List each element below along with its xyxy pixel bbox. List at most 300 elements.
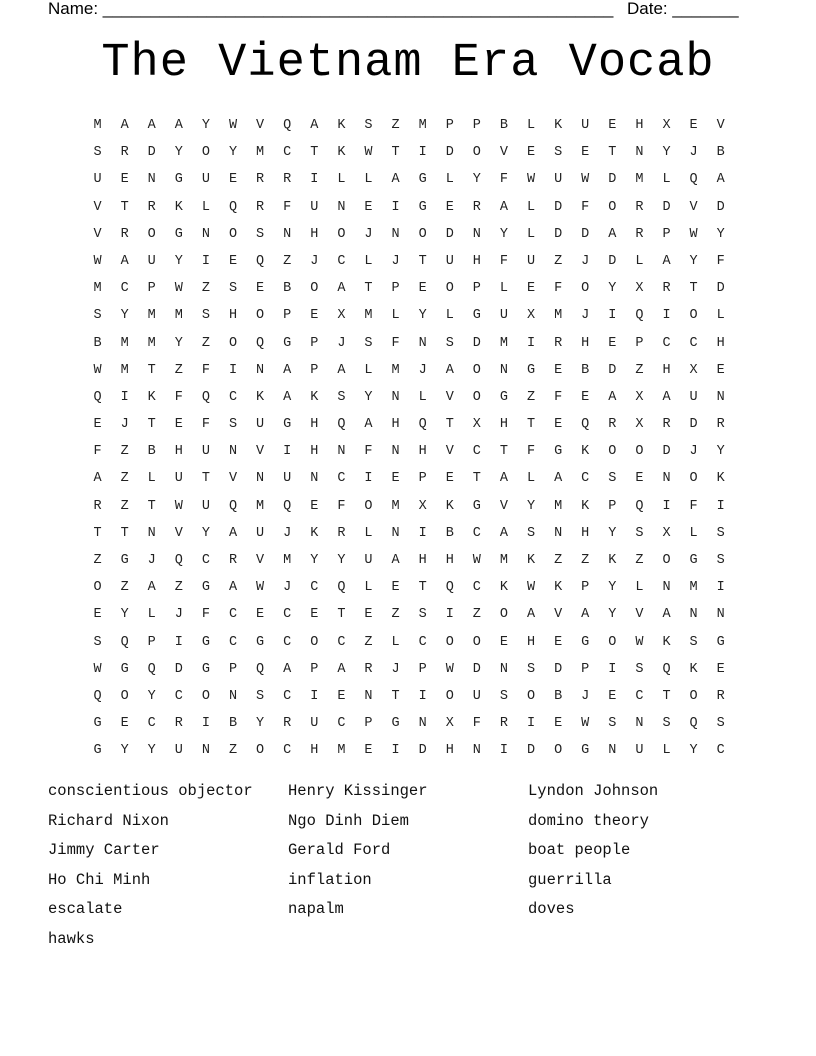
grid-letter: J [337, 335, 346, 351]
grid-letter: W [526, 580, 536, 596]
grid-letter: I [391, 743, 400, 759]
grid-letter: Z [526, 389, 536, 405]
grid-letter: I [418, 145, 427, 161]
grid-letter: K [608, 553, 617, 568]
grid-letter: A [499, 525, 508, 541]
grid-letter: Q [283, 498, 292, 514]
grid-letter: A [147, 580, 156, 596]
grid-letter: J [283, 580, 292, 596]
grid-letter: E [608, 335, 617, 351]
grid-letter: E [93, 607, 102, 623]
grid-letter: N [716, 607, 725, 623]
grid-letter: M [147, 335, 156, 351]
grid-letter: E [499, 634, 508, 650]
grid-letter: U [174, 743, 183, 759]
grid-letter: X [445, 716, 454, 732]
grid-letter: I [391, 199, 400, 215]
grid-letter: J [283, 525, 292, 541]
grid-letter: T [689, 281, 698, 297]
grid-letter: C [283, 634, 292, 650]
grid-letter: Y [662, 145, 671, 161]
grid-letter: E [554, 362, 563, 378]
grid-letter: L [418, 389, 427, 405]
grid-letter: M [499, 553, 508, 568]
grid-letter: C [283, 688, 292, 704]
grid-letter: C [147, 716, 156, 732]
grid-letter: P [635, 335, 644, 351]
grid-letter: Q [93, 688, 102, 704]
grid-letter: D [526, 743, 536, 759]
grid-letter: O [472, 362, 481, 378]
grid-letter: E [310, 607, 319, 623]
grid-letter: L [391, 308, 400, 324]
grid-letter: F [391, 335, 400, 351]
grid-letter: A [554, 471, 563, 487]
grid-letter: A [391, 553, 400, 568]
grid-letter: Y [201, 118, 210, 133]
grid-letter: H [716, 335, 725, 351]
grid-letter: I [526, 716, 536, 732]
grid-letter: T [662, 688, 671, 704]
grid-letter: L [445, 172, 454, 188]
grid-letter: E [554, 716, 563, 732]
grid-letter: Z [201, 281, 210, 297]
grid-letter: R [635, 199, 644, 215]
word-list-item: napalm [288, 900, 344, 919]
grid-letter: N [147, 525, 156, 541]
grid-letter: Z [174, 362, 183, 378]
grid-letter: Y [716, 226, 725, 242]
grid-letter: Q [337, 580, 346, 596]
grid-letter: G [283, 417, 292, 433]
grid-letter: S [716, 716, 725, 732]
grid-letter: K [689, 661, 698, 677]
grid-letter: G [93, 716, 102, 732]
grid-letter: F [554, 389, 563, 405]
grid-letter: K [310, 525, 319, 541]
grid-letter: X [635, 417, 644, 433]
grid-letter: I [228, 362, 238, 378]
grid-letter: N [391, 226, 400, 242]
grid-letter: K [147, 389, 156, 405]
grid-letter: B [499, 118, 508, 133]
grid-letter: W [93, 253, 102, 269]
grid-letter: W [635, 634, 644, 650]
grid-letter: X [337, 308, 346, 324]
grid-letter: Y [174, 335, 183, 351]
grid-letter: N [337, 199, 346, 215]
grid-letter: I [310, 172, 319, 188]
grid-letter: I [526, 335, 536, 351]
grid-letter: Y [608, 281, 617, 297]
grid-letter: X [635, 389, 644, 405]
grid-letter: H [310, 417, 319, 433]
grid-letter: D [445, 226, 454, 242]
grid-letter: T [147, 498, 156, 514]
grid-letter: B [228, 716, 238, 732]
grid-letter: S [93, 634, 102, 650]
grid-letter: M [689, 580, 698, 596]
grid-letter: U [581, 118, 590, 133]
grid-letter: O [689, 688, 698, 704]
grid-letter: Z [364, 634, 373, 650]
grid-letter: T [201, 471, 210, 487]
grid-letter: X [662, 118, 671, 133]
grid-letter: P [364, 716, 373, 732]
word-list-item: escalate [48, 900, 123, 919]
grid-letter: A [662, 253, 671, 269]
grid-letter: K [662, 634, 671, 650]
grid-letter: H [418, 553, 427, 568]
grid-letter: R [256, 172, 265, 188]
grid-letter: A [337, 281, 346, 297]
grid-letter: R [608, 417, 617, 433]
grid-letter: K [499, 580, 508, 596]
grid-letter: Y [120, 607, 129, 623]
grid-letter: E [228, 253, 238, 269]
grid-letter: Q [228, 199, 238, 215]
grid-letter: S [716, 553, 725, 568]
grid-letter: R [174, 716, 183, 732]
grid-letter: O [364, 498, 373, 514]
grid-letter: V [256, 118, 265, 133]
grid-letter: F [472, 716, 481, 732]
grid-letter: E [391, 471, 400, 487]
grid-letter: O [472, 389, 481, 405]
grid-letter: V [499, 145, 508, 161]
grid-letter: L [662, 172, 671, 188]
grid-letter: A [174, 118, 183, 133]
grid-letter: A [364, 417, 373, 433]
grid-letter: O [472, 145, 481, 161]
grid-letter: R [283, 716, 292, 732]
grid-letter: C [716, 743, 725, 759]
grid-letter: P [391, 281, 400, 297]
word-list-item: guerrilla [528, 870, 612, 889]
grid-letter: S [689, 634, 698, 650]
grid-letter: K [174, 199, 183, 215]
grid-letter: S [554, 145, 563, 161]
grid-letter: Q [635, 498, 644, 514]
grid-letter: M [93, 118, 102, 133]
grid-letter: S [635, 661, 644, 677]
grid-letter: P [310, 335, 319, 351]
grid-letter: R [256, 199, 265, 215]
word-list-item: domino theory [528, 811, 649, 830]
grid-letter: B [283, 281, 292, 297]
grid-letter: L [445, 308, 454, 324]
grid-letter: J [310, 253, 319, 269]
grid-letter: C [472, 580, 481, 596]
grid-letter: M [120, 362, 129, 378]
grid-letter: O [499, 607, 508, 623]
grid-letter: V [256, 553, 265, 568]
grid-letter: T [93, 525, 102, 541]
grid-letter: C [283, 145, 292, 161]
grid-letter: N [256, 471, 265, 487]
grid-letter: O [120, 688, 129, 704]
grid-letter: G [201, 580, 210, 596]
grid-letter: L [635, 580, 644, 596]
grid-letter: Y [689, 253, 698, 269]
grid-letter: H [310, 226, 319, 242]
grid-letter: V [445, 444, 454, 460]
grid-letter: O [689, 471, 698, 487]
grid-letter: O [201, 145, 210, 161]
grid-letter: F [201, 362, 210, 378]
grid-letter: Y [608, 525, 617, 541]
grid-letter: O [93, 580, 102, 596]
grid-letter: C [337, 634, 346, 650]
grid-letter: R [716, 417, 725, 433]
grid-letter: Q [256, 661, 265, 677]
grid-letter: I [716, 498, 725, 514]
grid-letter: J [689, 145, 698, 161]
grid-letter: X [635, 281, 644, 297]
grid-letter: W [93, 661, 102, 677]
grid-letter: O [418, 226, 427, 242]
grid-letter: O [337, 226, 346, 242]
grid-letter: V [445, 389, 454, 405]
grid-letter: U [174, 471, 183, 487]
grid-letter: N [256, 362, 265, 378]
grid-letter: S [499, 688, 508, 704]
grid-letter: H [445, 743, 454, 759]
grid-letter: T [526, 417, 536, 433]
grid-letter: G [391, 716, 400, 732]
grid-letter: E [120, 716, 129, 732]
grid-letter: C [201, 553, 210, 568]
grid-letter: I [310, 688, 319, 704]
grid-letter: I [120, 389, 129, 405]
grid-letter: N [147, 172, 156, 188]
grid-letter: L [689, 525, 698, 541]
grid-letter: M [418, 118, 427, 133]
grid-letter: D [716, 281, 725, 297]
grid-letter: U [526, 253, 536, 269]
grid-letter: S [526, 661, 536, 677]
grid-letter: C [689, 335, 698, 351]
grid-letter: U [472, 688, 481, 704]
grid-letter: O [608, 634, 617, 650]
grid-letter: E [364, 607, 373, 623]
grid-letter: Y [716, 444, 725, 460]
grid-letter: F [581, 199, 590, 215]
grid-letter: E [310, 498, 319, 514]
grid-letter: B [445, 525, 454, 541]
grid-letter: F [716, 253, 725, 269]
grid-letter: M [174, 308, 183, 324]
grid-letter: S [228, 281, 238, 297]
grid-letter: S [716, 525, 725, 541]
grid-letter: F [283, 199, 292, 215]
grid-letter: L [337, 172, 346, 188]
grid-letter: R [120, 226, 129, 242]
grid-letter: B [554, 688, 563, 704]
grid-letter: U [364, 553, 373, 568]
grid-letter: Z [472, 607, 481, 623]
grid-letter: E [554, 634, 563, 650]
word-list-item: Gerald Ford [288, 841, 391, 860]
grid-letter: E [526, 145, 536, 161]
grid-letter: Y [120, 308, 129, 324]
grid-letter: U [283, 471, 292, 487]
grid-letter: N [472, 226, 481, 242]
grid-letter: G [256, 634, 265, 650]
grid-letter: L [499, 281, 508, 297]
grid-letter: O [689, 308, 698, 324]
grid-letter: O [256, 308, 265, 324]
grid-letter: G [581, 634, 590, 650]
grid-letter: G [93, 743, 102, 759]
grid-letter: T [120, 525, 129, 541]
grid-letter: G [499, 389, 508, 405]
grid-letter: U [201, 172, 210, 188]
grid-letter: P [283, 308, 292, 324]
grid-letter: K [337, 118, 346, 133]
grid-letter: Y [174, 145, 183, 161]
grid-letter: Z [228, 743, 238, 759]
grid-letter: A [337, 362, 346, 378]
grid-letter: A [228, 580, 238, 596]
grid-letter: S [662, 716, 671, 732]
grid-letter: D [608, 253, 617, 269]
grid-letter: O [608, 199, 617, 215]
grid-letter: G [201, 634, 210, 650]
grid-letter: F [689, 498, 698, 514]
grid-letter: R [337, 525, 346, 541]
grid-letter: C [418, 634, 427, 650]
grid-letter: M [391, 498, 400, 514]
grid-letter: O [147, 226, 156, 242]
grid-letter: H [499, 417, 508, 433]
grid-letter: A [499, 471, 508, 487]
grid-letter: I [662, 498, 671, 514]
grid-letter: S [228, 417, 238, 433]
grid-letter: O [310, 281, 319, 297]
grid-letter: V [93, 226, 102, 242]
grid-letter: O [662, 553, 671, 568]
grid-letter: N [391, 444, 400, 460]
grid-letter: L [526, 118, 536, 133]
grid-letter: E [93, 417, 102, 433]
grid-letter: T [608, 145, 617, 161]
grid-letter: L [147, 607, 156, 623]
grid-letter: A [120, 118, 129, 133]
grid-letter: C [310, 580, 319, 596]
grid-letter: O [228, 226, 238, 242]
grid-letter: M [554, 308, 563, 324]
grid-letter: B [147, 444, 156, 460]
grid-letter: A [716, 172, 725, 188]
word-list-item: Jimmy Carter [48, 841, 160, 860]
grid-letter: N [391, 389, 400, 405]
grid-letter: Y [147, 743, 156, 759]
grid-letter: P [608, 498, 617, 514]
grid-letter: W [174, 281, 183, 297]
grid-letter: P [310, 661, 319, 677]
grid-letter: U [256, 525, 265, 541]
grid-letter: O [635, 444, 644, 460]
grid-letter: G [472, 498, 481, 514]
grid-letter: W [526, 172, 536, 188]
grid-letter: F [364, 444, 373, 460]
grid-letter: I [608, 661, 617, 677]
grid-letter: E [608, 688, 617, 704]
grid-letter: D [608, 172, 617, 188]
grid-letter: A [283, 362, 292, 378]
grid-letter: K [581, 498, 590, 514]
grid-letter: Q [689, 172, 698, 188]
grid-letter: S [608, 716, 617, 732]
grid-letter: L [635, 253, 644, 269]
grid-letter: C [472, 444, 481, 460]
grid-letter: N [554, 525, 563, 541]
puzzle-title: The Vietnam Era Vocab [101, 37, 715, 90]
grid-letter: H [581, 335, 590, 351]
grid-letter: M [391, 362, 400, 378]
grid-letter: G [526, 362, 536, 378]
grid-letter: C [174, 688, 183, 704]
grid-letter: A [608, 226, 617, 242]
grid-letter: N [635, 145, 644, 161]
grid-letter: P [472, 281, 481, 297]
grid-letter: F [174, 389, 183, 405]
grid-letter: E [418, 281, 427, 297]
grid-letter: E [174, 417, 183, 433]
grid-letter: U [499, 308, 508, 324]
grid-letter: R [635, 226, 644, 242]
grid-letter: L [147, 471, 156, 487]
grid-letter: L [716, 308, 725, 324]
grid-letter: Q [662, 661, 671, 677]
grid-letter: E [716, 362, 725, 378]
grid-letter: V [228, 471, 238, 487]
grid-letter: K [337, 145, 346, 161]
grid-letter: N [228, 688, 238, 704]
grid-letter: E [120, 172, 129, 188]
grid-letter: U [256, 417, 265, 433]
grid-letter: Q [147, 661, 156, 677]
grid-letter: Y [201, 525, 210, 541]
grid-letter: S [364, 118, 373, 133]
grid-letter: H [472, 253, 481, 269]
grid-letter: U [93, 172, 102, 188]
grid-letter: A [581, 607, 590, 623]
grid-letter: A [391, 172, 400, 188]
grid-letter: F [499, 253, 508, 269]
grid-letter: T [147, 362, 156, 378]
grid-letter: Y [120, 743, 129, 759]
grid-letter: O [256, 743, 265, 759]
grid-letter: W [174, 498, 183, 514]
grid-letter: E [391, 580, 400, 596]
grid-letter: W [256, 580, 265, 596]
grid-letter: O [445, 634, 454, 650]
grid-letter: I [201, 253, 210, 269]
grid-letter: L [364, 172, 373, 188]
grid-letter: K [310, 389, 319, 405]
grid-letter: O [554, 743, 563, 759]
grid-letter: N [391, 525, 400, 541]
grid-letter: T [391, 688, 400, 704]
grid-letter: R [554, 335, 563, 351]
grid-letter: S [635, 525, 644, 541]
grid-letter: Y [337, 553, 346, 568]
grid-letter: D [472, 335, 481, 351]
grid-letter: X [418, 498, 427, 514]
grid-letter: M [283, 553, 292, 568]
